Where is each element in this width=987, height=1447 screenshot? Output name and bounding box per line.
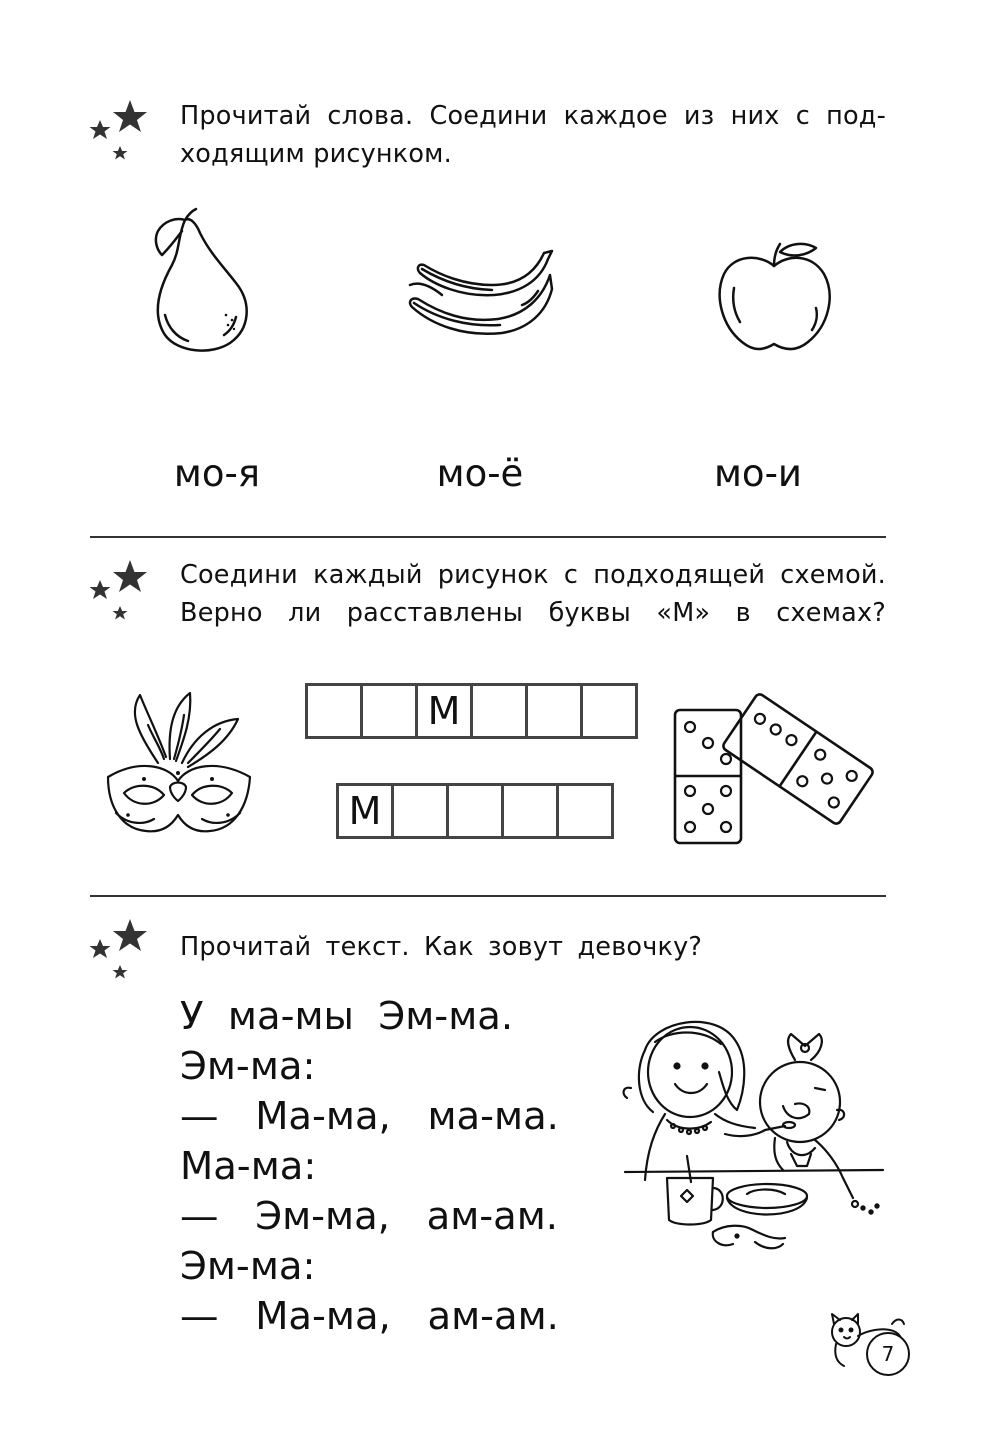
divider xyxy=(90,536,886,538)
stars-icon xyxy=(86,96,156,166)
reading-line: — Ма-ма, ма-ма. xyxy=(180,1094,559,1139)
reading-line: Эм-ма: xyxy=(180,1244,316,1289)
task1-instruction: Прочитай слова. Соедини каждое из них с под- xyxy=(180,101,886,131)
scheme-cell xyxy=(449,786,504,836)
stars-icon xyxy=(86,556,156,626)
scheme-6-cells xyxy=(305,683,638,739)
stars-icon xyxy=(86,915,156,985)
scheme-cell xyxy=(504,786,559,836)
scheme-cell: М xyxy=(339,786,394,836)
mother-daughter-illustration xyxy=(615,1010,890,1260)
reading-text xyxy=(180,992,559,1342)
scheme-cell xyxy=(363,686,418,736)
task2-instruction-cont: Верно ли расставлены буквы «М» в схемах? xyxy=(180,598,886,628)
reading-line: Ма-ма: xyxy=(180,1144,317,1189)
apple-icon xyxy=(712,238,837,358)
task2-instruction: Соедини каждый рисунок с подходящей схемой. xyxy=(180,560,886,590)
scheme-cell xyxy=(394,786,449,836)
word-moyo: мо-ё xyxy=(436,452,524,495)
word-moi: мо-и xyxy=(714,452,802,495)
reading-line: У ма-мы Эм-ма. xyxy=(180,994,514,1039)
task3-instruction: Прочитай текст. Как зовут девочку? xyxy=(180,932,703,962)
scheme-cell: М xyxy=(418,686,473,736)
scheme-cell xyxy=(583,686,635,736)
domino-icon xyxy=(670,685,875,850)
scheme-5-cells xyxy=(336,783,614,839)
word-moya: мо-я xyxy=(173,452,261,495)
page-number: 7 xyxy=(866,1332,910,1376)
divider xyxy=(90,895,886,897)
task1-instruction-cont: ходящим рисунком. xyxy=(180,139,452,169)
page-number-badge xyxy=(826,1310,908,1380)
reading-line: — Ма-ма, ам-ам. xyxy=(180,1294,559,1339)
scheme-cell xyxy=(528,686,583,736)
reading-line: Эм-ма: xyxy=(180,1044,316,1089)
pear-icon xyxy=(140,205,260,360)
scheme-cell xyxy=(473,686,528,736)
scheme-cell xyxy=(308,686,363,736)
banana-icon xyxy=(402,245,562,345)
mask-icon xyxy=(98,685,258,865)
scheme-cell xyxy=(559,786,611,836)
reading-line: — Эм-ма, ам-ам. xyxy=(180,1194,559,1239)
